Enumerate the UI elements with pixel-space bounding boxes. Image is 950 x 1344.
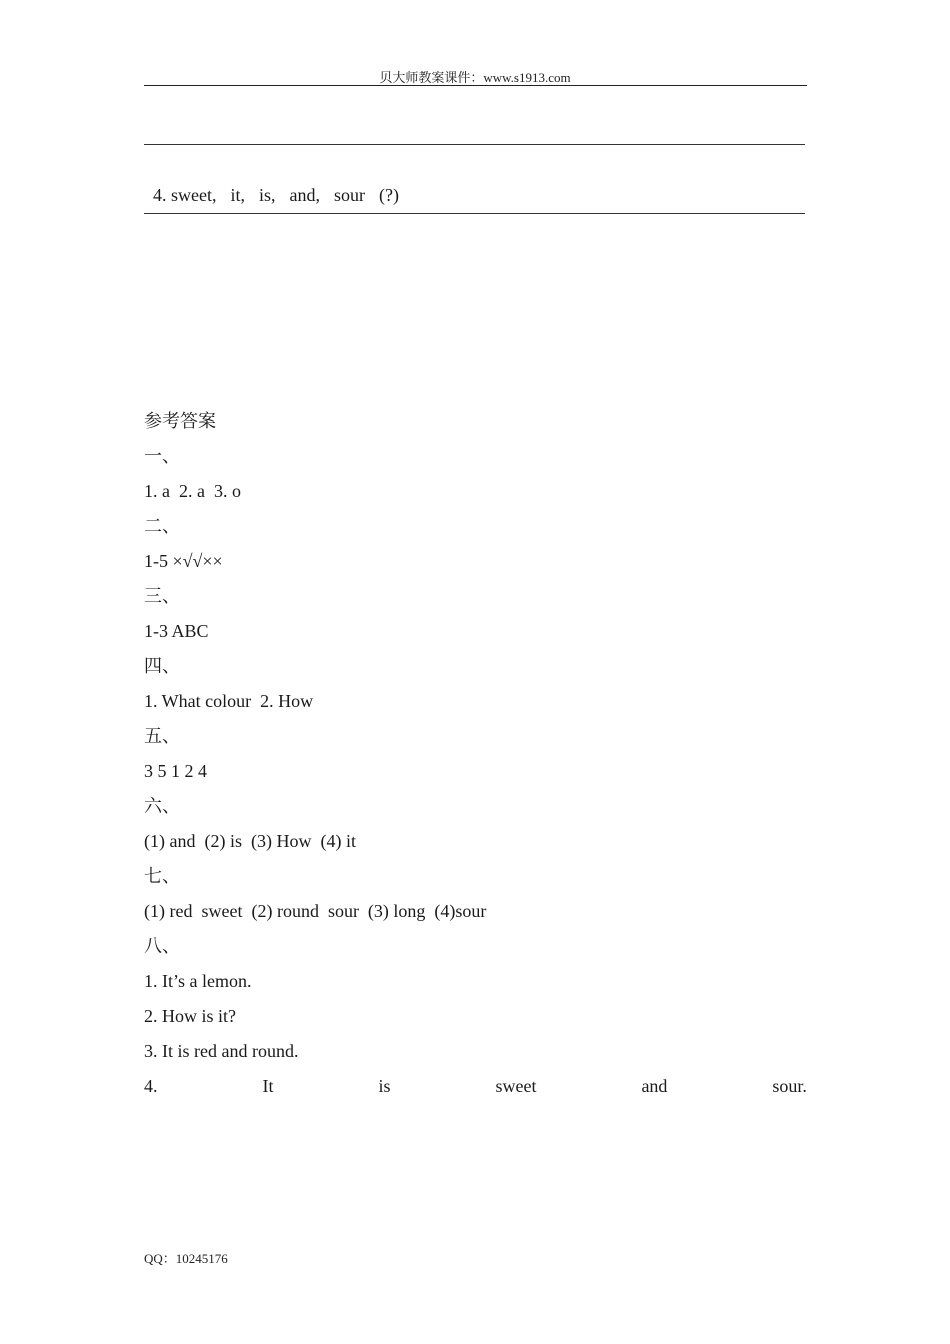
answer-word: It <box>262 1076 274 1096</box>
q4-word: (?) <box>379 185 399 205</box>
answer-line: 1-3 ABC <box>144 621 209 641</box>
answer-line: 二、 <box>144 516 180 536</box>
answer-line: 四、 <box>144 656 180 676</box>
header-title: 贝大师教案课件：www.s1913.com <box>379 70 571 85</box>
footer-qq: QQ：10245176 <box>144 1251 228 1266</box>
q4-word: sour <box>334 185 366 205</box>
answer-word: sour. <box>772 1076 807 1096</box>
answer-blank-line <box>144 213 805 214</box>
answer-word: 4. <box>144 1076 158 1096</box>
answer-blank-line <box>144 144 805 145</box>
answer-line: 3 5 1 2 4 <box>144 761 207 781</box>
question-4 <box>144 162 413 206</box>
header-rule <box>144 85 807 86</box>
answer-line: 1-5 ×√√×× <box>144 551 223 571</box>
answer-word: is <box>378 1076 391 1096</box>
answer-line: 1. What colour 2. How <box>144 691 314 711</box>
q4-word: it, <box>230 185 245 205</box>
answer-line: 1. It’s a lemon. <box>144 971 252 991</box>
answer-line: 2. How is it? <box>144 1006 236 1026</box>
q4-word: 4. sweet, <box>153 185 217 205</box>
answer-line: 三、 <box>144 586 180 606</box>
answer-line: 3. It is red and round. <box>144 1041 299 1061</box>
answer-line: (1) red sweet (2) round sour (3) long (4)sour <box>144 901 487 921</box>
answer-word: and <box>641 1076 668 1096</box>
answer-line: 七、 <box>144 866 180 886</box>
answer-line: (1) and (2) is (3) How (4) it <box>144 831 356 851</box>
answer-line: 八、 <box>144 936 180 956</box>
answer-line: 1. a 2. a 3. o <box>144 481 241 501</box>
q4-word: and, <box>289 185 321 205</box>
answer-line: 六、 <box>144 796 180 816</box>
answer-line: 一、 <box>144 446 180 466</box>
answers-heading: 参考答案 <box>144 411 216 431</box>
answer-line: 五、 <box>144 726 180 746</box>
q4-word: is, <box>259 185 276 205</box>
answer-last-line <box>144 1075 807 1097</box>
answer-word: sweet <box>495 1076 537 1096</box>
